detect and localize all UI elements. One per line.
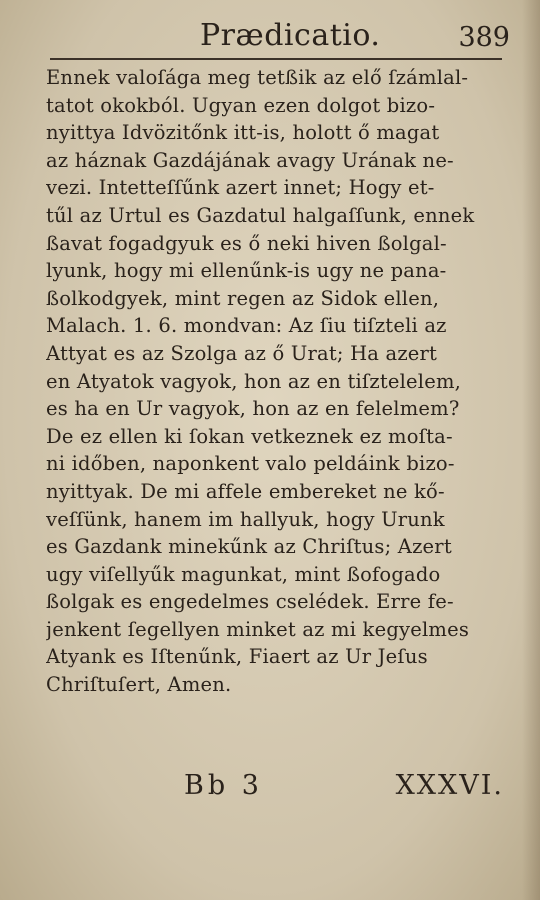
running-head bbox=[50, 14, 510, 58]
page-edge-shadow bbox=[522, 0, 540, 900]
signature-mark: Bb 3 bbox=[184, 770, 263, 801]
text-line: Ennek valoſága meg tetßik az elő ſzámlal- bbox=[46, 66, 469, 89]
text-line: es ha en Ur vagyok, hon az en felelmem? bbox=[46, 397, 460, 421]
catchword: XXXVI. bbox=[395, 770, 504, 801]
text-line: ugy viſellyűk magunkat, mint ßofogado bbox=[46, 562, 441, 586]
text-line: Chriſtuſert, Amen. bbox=[46, 673, 232, 697]
text-line: Atyank es Iſtenűnk, Fiaert az Ur Jeſus bbox=[46, 645, 428, 669]
text-line: Attyat es az Szolga az ő Urat; Ha azert bbox=[46, 341, 438, 365]
text-line: vezi. Intetteſſűnk azert innet; Hogy et- bbox=[46, 176, 435, 200]
text-line: az háznak Gazdájának avagy Urának ne- bbox=[46, 148, 454, 172]
header-rule bbox=[50, 58, 502, 60]
text-line: ßavat fogadgyuk es ő neki hiven ßolgal- bbox=[46, 231, 447, 255]
text-line: jenkent ſegellyen minket az mi kegyelmes bbox=[46, 617, 470, 641]
text-line: Malach. 1. 6. mondvan: Az ſiu tiſzteli az bbox=[46, 314, 447, 338]
text-line: tatot okokból. Ugyan ezen dolgot bizo- bbox=[46, 93, 436, 117]
text-line: nyittyak. De mi affele embereket ne kő- bbox=[46, 479, 445, 503]
body-text bbox=[46, 64, 510, 699]
text-line: veſſünk, hanem im hallyuk, hogy Urunk bbox=[46, 507, 445, 531]
text-line: en Atyatok vagyok, hon az en tiſztelelem, bbox=[46, 369, 462, 393]
text-line: es Gazdank minekűnk az Chriſtus; Azert bbox=[46, 535, 452, 559]
page-footer bbox=[184, 770, 504, 810]
text-line: tűl az Urtul es Gazdatul halgaſſunk, ennek bbox=[46, 203, 475, 227]
page-title: Prædicatio. bbox=[200, 18, 381, 53]
text-line: nyittya Idvözitőnk itt-is, holott ő magat bbox=[46, 121, 440, 145]
text-line: ni időben, naponkent valo peldáink bizo- bbox=[46, 452, 455, 476]
text-line: ßolgak es engedelmes cselédek. Erre fe- bbox=[46, 590, 454, 614]
text-line: lyunk, hogy mi ellenűnk-is ugy ne pana- bbox=[46, 259, 447, 283]
text-line: ßolkodgyek, mint regen az Sidok ellen, bbox=[46, 286, 440, 310]
text-line: De ez ellen ki ſokan vetkeznek ez moſta- bbox=[46, 424, 453, 448]
page-number: 389 bbox=[458, 22, 510, 53]
